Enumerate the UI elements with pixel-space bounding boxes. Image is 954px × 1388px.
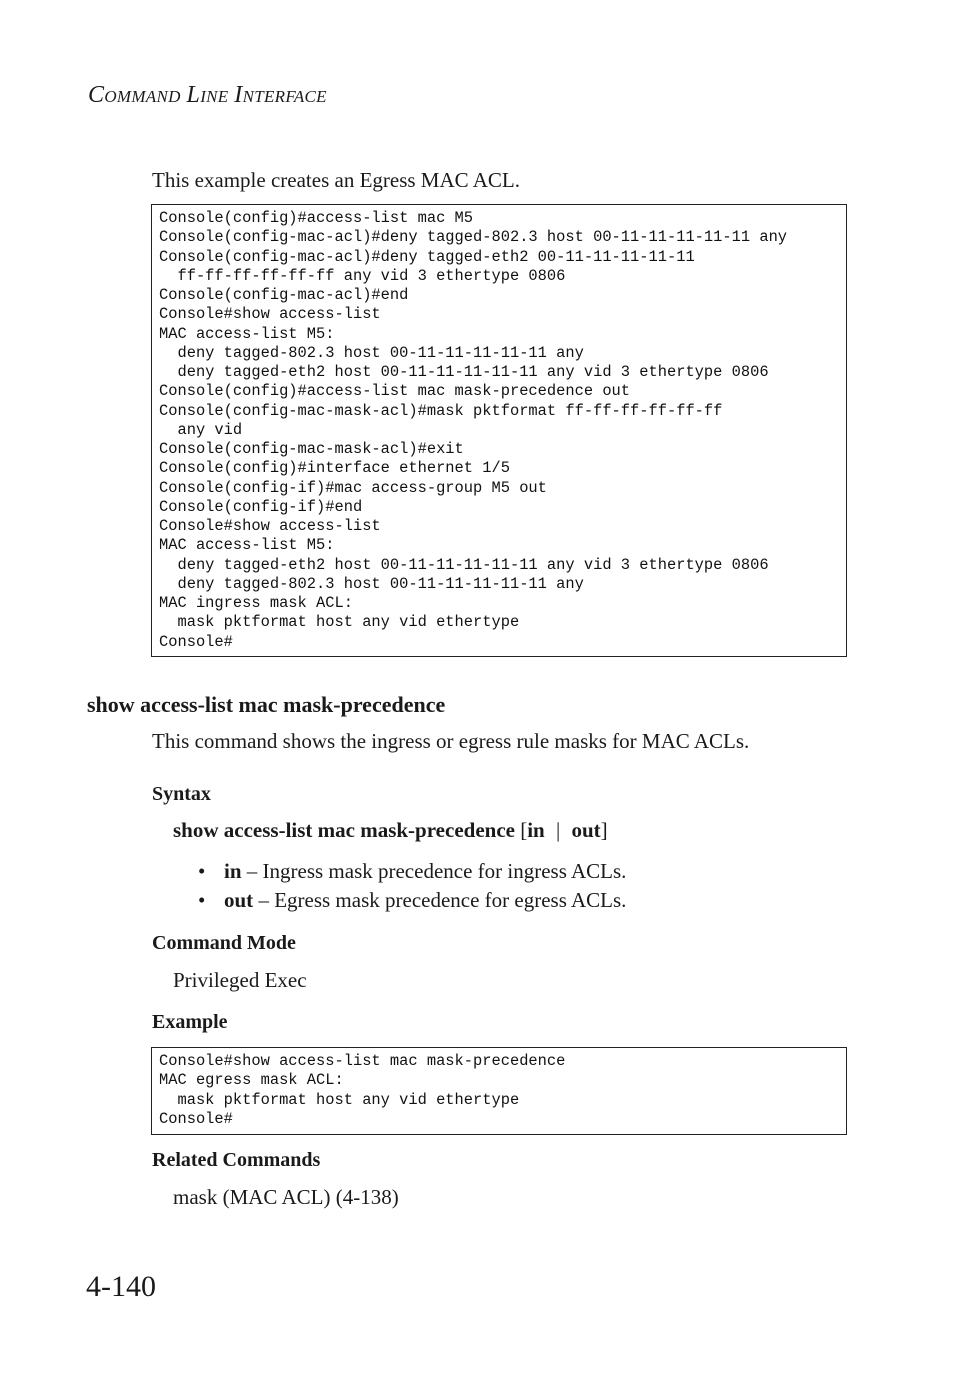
example-heading: Example (152, 1011, 228, 1033)
bullet-in: • in – Ingress mask precedence for ingress ACLs. (198, 859, 627, 883)
section-title: show access-list mac mask-precedence (87, 692, 446, 717)
code-example-mask-precedence: Console#show access-list mac mask-precedence MAC egress mask ACL: mask pktformat host any vid ethertype Console# (151, 1047, 847, 1135)
command-mode-value: Privileged Exec (173, 968, 307, 992)
related-commands-heading: Related Commands (152, 1149, 321, 1171)
command-description: This command shows the ingress or egress rule masks for MAC ACLs. (152, 729, 750, 753)
syntax-command: show access-list mac mask-precedence (173, 818, 515, 842)
running-header: COMMAND LINE INTERFACE (88, 82, 327, 108)
syntax-line: show access-list mac mask-precedence [in | out] (173, 818, 608, 842)
code-example-egress-acl: Console(config)#access-list mac M5 Console(config-mac-acl)#deny tagged-802.3 host 00-11-11-11-11-11 any Console(config-mac-acl)#deny tagged-eth2 00-11-11-11-11-11 ff-ff-ff-ff-ff-ff any vid 3 ethertype 0806 Console(config-mac-acl)#end Console#show access-list MAC access-list M5: deny tagged-802.3 host 00-11-11-11-11-11 any deny tagged-eth2 host 00-11-11-11-11-11 any vid 3 ethertype 0806 Console(config)#access-list mac mask-precedence out Console(config-mac-mask-acl)#mask pktformat ff-ff-ff-ff-ff-ff any vid Console(config-mac-mask-acl)#exit Console(config)#interface ethernet 1/5 Console(config-if)#mac access-group M5 out Console(config-if)#end Console#show access-list MAC access-list M5: deny tagged-eth2 host 00-11-11-11-11-11 any vid 3 ethertype 0806 deny tagged-802.3 host 00-11-11-11-11-11 any MAC ingress mask ACL: mask pktformat host any vid ethertype Console# (151, 204, 847, 657)
command-mode-heading: Command Mode (152, 932, 296, 954)
intro-paragraph: This example creates an Egress MAC ACL. (152, 168, 520, 192)
related-command-link: mask (MAC ACL) (4-138) (173, 1185, 399, 1209)
syntax-heading: Syntax (152, 783, 211, 805)
page-number: 4-140 (86, 1270, 156, 1303)
bullet-out: • out – Egress mask precedence for egress ACLs. (198, 888, 627, 912)
